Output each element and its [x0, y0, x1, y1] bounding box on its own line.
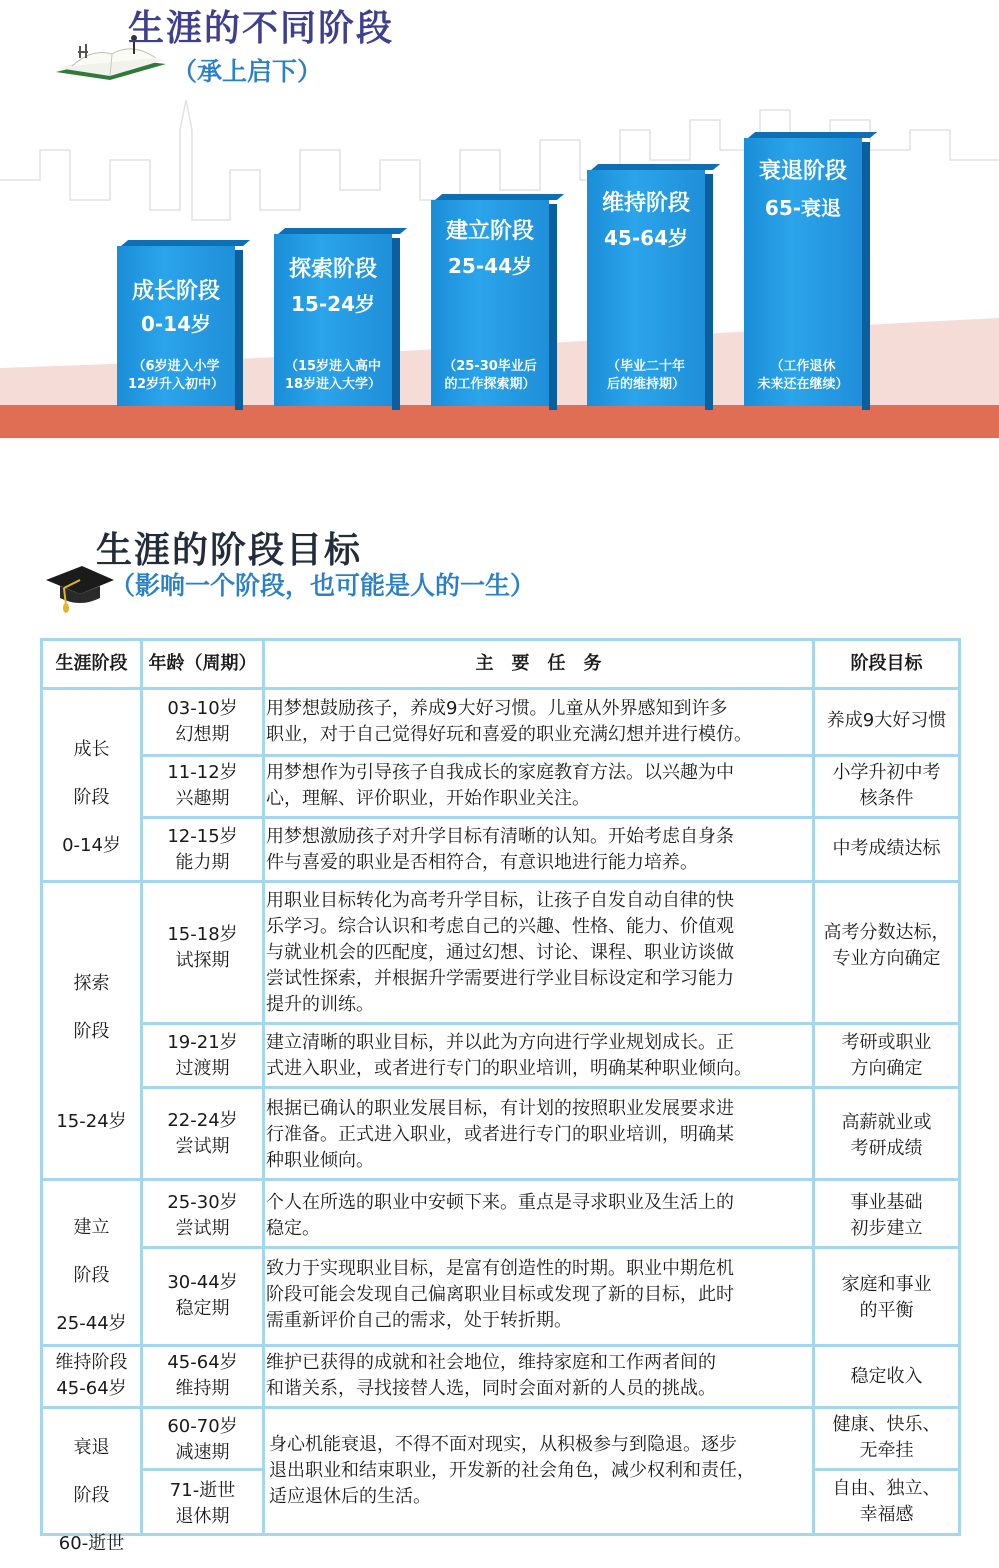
header-stage: 生涯阶段 — [55, 653, 128, 674]
row-goal: 家庭和事业 的平衡 — [841, 1274, 932, 1321]
row-task: 致力于实现职业目标，是富有创造性的时期。职业中期危机 阶段可能会发现自己偏离职业目标或发现了新的目标，此时 需重新评价自己的需求，处于转折期。 — [266, 1258, 734, 1331]
bar-note: （毕业二十年 后的维持期） — [606, 359, 685, 392]
stage-group-growth: 成长 阶段 0-14岁 — [62, 739, 121, 856]
row-task: 维护已获得的成就和社会地位，维持家庭和工作两者间的 和谐关系，寻找接替人选，同时会面对新的人员的挑战。 — [266, 1352, 716, 1399]
row-task: 用梦想激励孩子对升学目标有清晰的认知。开始考虑自身条 件与喜爱的职业是否相符合，有意识地进行能力培养。 — [266, 826, 734, 873]
bar-age: 15-24岁 — [291, 292, 375, 316]
header-task: 主 要 任 务 — [475, 653, 602, 674]
row-age: 25-30岁 尝试期 — [167, 1192, 238, 1239]
bar-establishment — [431, 200, 549, 406]
stage-group-decline: 衰退 阶段 60-逝世 — [58, 1437, 125, 1554]
bar-note: （6岁进入小学 12岁升入初中） — [127, 359, 225, 392]
header-age: 年龄（周期） — [148, 653, 257, 674]
row-age: 19-21岁 过渡期 — [167, 1032, 238, 1079]
bar-name: 衰退阶段 — [758, 159, 847, 184]
section1-title: 生涯的不同阶段 — [128, 8, 395, 49]
stage-group-establishment: 建立 阶段 25-44岁 — [56, 1217, 127, 1334]
bar-growth — [117, 246, 235, 406]
bar-age: 45-64岁 — [604, 226, 688, 250]
section2-subtitle: （影响一个阶段，也可能是人的一生） — [110, 571, 536, 600]
stage-group-exploration: 探索 阶段 15-24岁 — [56, 973, 127, 1132]
row-age: 30-44岁 稳定期 — [167, 1272, 238, 1319]
row-age: 45-64岁 维持期 — [167, 1352, 238, 1399]
bar-name: 探索阶段 — [288, 257, 377, 282]
ground-band — [0, 405, 999, 438]
stage-group-maintenance: 维持阶段 45-64岁 — [55, 1352, 128, 1399]
row-age: 15-18岁 试探期 — [167, 924, 238, 971]
row-task: 个人在所选的职业中安顿下来。重点是寻求职业及生活上的 稳定。 — [266, 1192, 734, 1239]
bar-note: （25-30毕业后 的工作探索期） — [443, 359, 537, 392]
row-age: 11-12岁 兴趣期 — [167, 762, 238, 809]
bar-name: 维持阶段 — [601, 191, 690, 216]
row-age: 60-70岁 减速期 — [167, 1416, 238, 1463]
bar-name: 建立阶段 — [445, 219, 534, 244]
row-task-decline: 身心机能衰退，不得不面对现实，从积极参与到隐退。逐步 退出职业和结束职业，开发新的社会角色，减少权利和责任， 适应退休后的生活。 — [269, 1434, 755, 1507]
row-age: 03-10岁 幻想期 — [167, 698, 238, 745]
bar-exploration — [274, 234, 392, 406]
bar-age: 0-14岁 — [140, 312, 212, 336]
bar-maintenance — [587, 170, 705, 406]
bar-age: 25-44岁 — [448, 254, 532, 278]
row-goal: 健康、快乐、 无牵挂 — [832, 1414, 941, 1461]
row-goal: 稳定收入 — [850, 1366, 923, 1387]
row-goal: 高考分数达标， 专业方向确定 — [823, 922, 950, 969]
section1-subtitle: （承上启下） — [172, 57, 323, 86]
row-goal: 自由、独立、 幸福感 — [832, 1478, 941, 1525]
row-task: 根据已确认的职业发展目标，有计划的按照职业发展要求进 行准备。正式进入职业，或者进行专门的职业培训，明确某 种职业倾向。 — [266, 1098, 734, 1171]
row-goal: 考研或职业 方向确定 — [841, 1032, 932, 1079]
graduation-cap-icon — [44, 558, 116, 614]
row-age: 22-24岁 尝试期 — [167, 1110, 238, 1157]
row-goal: 小学升初中考 核条件 — [832, 762, 941, 809]
row-age: 12-15岁 能力期 — [167, 826, 238, 873]
stage-goals-table — [40, 638, 961, 1554]
row-goal: 养成9大好习惯 — [826, 710, 947, 731]
bar-name: 成长阶段 — [131, 279, 220, 304]
bar-note: （15岁进入高中 18岁进入大学） — [284, 359, 382, 392]
row-goal: 中考成绩达标 — [832, 838, 941, 859]
row-goal: 高薪就业或 考研成绩 — [841, 1112, 932, 1159]
bar-age: 65-衰退 — [764, 196, 842, 220]
header-goal: 阶段目标 — [850, 653, 923, 674]
row-task: 建立清晰的职业目标，并以此为方向进行学业规划成长。正 式进入职业，或者进行专门的职业培训，明确某种职业倾向。 — [266, 1032, 752, 1079]
section2-title: 生涯的阶段目标 — [96, 530, 363, 571]
row-age: 71-逝世 退休期 — [169, 1480, 236, 1527]
row-goal: 事业基础 初步建立 — [850, 1192, 923, 1239]
row-task: 用职业目标转化为高考升学目标，让孩子自发自动自律的快 乐学习。综合认识和考虑自己的兴趣、性格、能力、价值观 与就业机会的匹配度，通过幻想、讨论、课程、职业访谈做 尝试性探索，并根据升学需要进行学业目标设定和学习能力 提升的训练。 — [266, 890, 734, 1015]
row-task: 用梦想作为引导孩子自我成长的家庭教育方法。以兴趣为中 心，理解、评价职业，开始作职业关注。 — [266, 762, 734, 809]
row-task: 用梦想鼓励孩子，养成9大好习惯。儿童从外界感知到许多 职业，对于自己觉得好玩和喜爱的职业充满幻想并进行模仿。 — [266, 698, 752, 745]
bar-note: （工作退休 未来还在继续） — [757, 359, 849, 392]
bar-decline — [744, 138, 862, 406]
